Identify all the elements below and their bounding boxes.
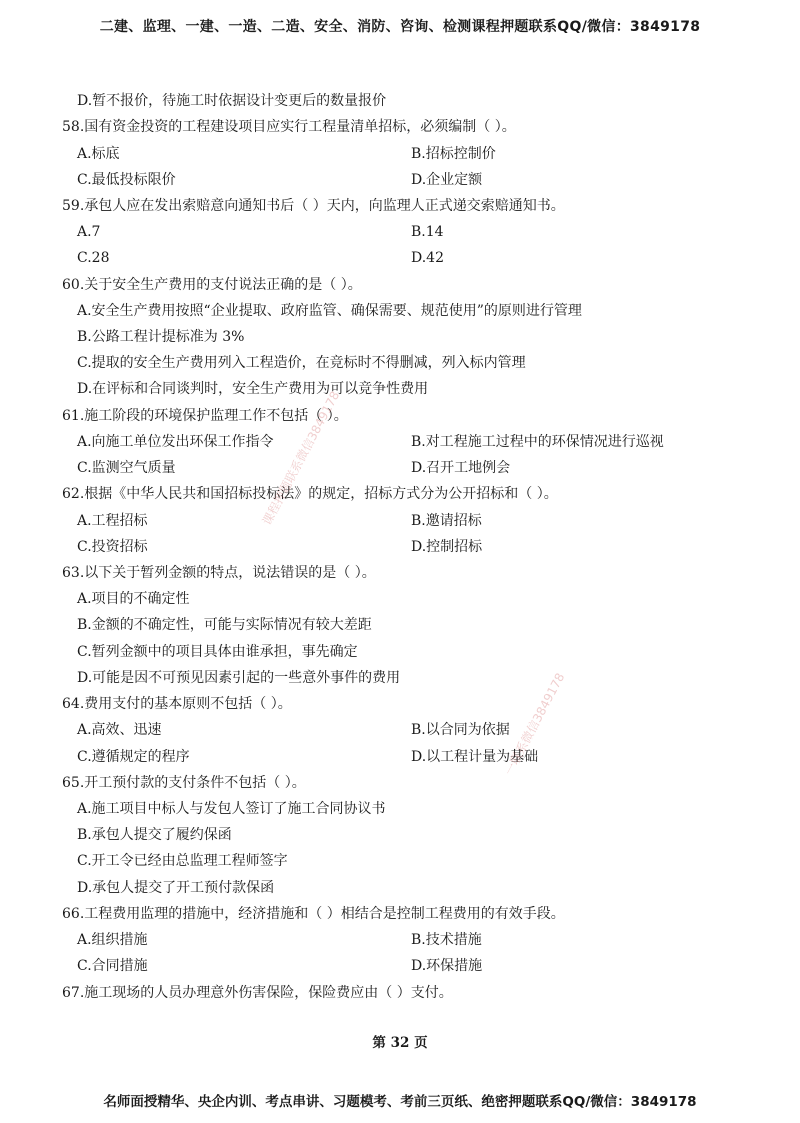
option-row [77, 669, 400, 687]
option-c: C.暂列金额中的项目具体由谁承担，事先确定 [77, 644, 358, 660]
option-d: D.环保措施 [411, 958, 483, 974]
option-row [77, 459, 176, 477]
option-row [77, 380, 428, 398]
question-text: 62.根据《中华人民共和国招标投标法》的规定，招标方式分为公开招标和（ ）。 [62, 486, 558, 502]
question-text: 58.国有资金投资的工程建设项目应实行工程量清单招标，必须编制（ ）。 [62, 119, 516, 135]
option-row [411, 512, 482, 530]
option-row [77, 223, 100, 241]
option-row [411, 957, 482, 975]
option-row [411, 931, 482, 949]
option-c: C.提取的安全生产费用列入工程造价，在竞标时不得删减，列入标内管理 [77, 355, 526, 371]
option-c: C.开工令已经由总监理工程师签字 [77, 853, 288, 869]
question-text: 60.关于安全生产费用的支付说法正确的是（ ）。 [62, 277, 362, 293]
option-c: C.合同措施 [77, 958, 148, 974]
option-c: C.遵循规定的程序 [77, 749, 190, 765]
question-67 [62, 984, 453, 1002]
option-row [411, 433, 664, 451]
question-59 [62, 197, 565, 215]
option-row [77, 957, 148, 975]
option-row [77, 643, 358, 661]
question-65 [62, 774, 306, 792]
option-row [77, 852, 288, 870]
question-text: 65.开工预付款的支付条件不包括（ ）。 [62, 775, 306, 791]
option-a: A.组织措施 [77, 932, 148, 948]
option-a: A.向施工单位发出环保工作指令 [77, 434, 274, 450]
option-d: D.承包人提交了开工预付款保函 [77, 880, 275, 896]
option-a: A.安全生产费用按照“企业提取、政府监管、确保需要、规范使用”的原则进行管理 [77, 303, 582, 319]
option-b: B.技术措施 [411, 932, 482, 948]
option-row [77, 931, 148, 949]
option-row [77, 249, 109, 267]
question-text: 63.以下关于暂列金额的特点，说法错误的是（ ）。 [62, 565, 376, 581]
question-63 [62, 564, 376, 582]
option-row [77, 328, 244, 346]
option-row [77, 721, 162, 739]
option-row [77, 433, 274, 451]
watermark-text: 课程押题联系微信3849178 [259, 388, 343, 528]
page-header: 二建、监理、一建、一造、二造、安全、消防、咨询、检测课程押题联系QQ/微信：3849178 [99, 19, 701, 35]
option-b: B.招标控制价 [411, 146, 496, 162]
option-a: A.项目的不确定性 [77, 591, 190, 607]
option-a: A.标底 [77, 146, 120, 162]
question-text: 67.施工现场的人员办理意外伤害保险，保险费应由（ ）支付。 [62, 985, 453, 1001]
option-row [77, 512, 148, 530]
question-60 [62, 276, 362, 294]
option-row [77, 800, 386, 818]
option-row [411, 459, 510, 477]
option-a: A.施工项目中标人与发包人签订了施工合同协议书 [77, 801, 386, 817]
option-row [411, 145, 496, 163]
option-a: A.7 [77, 224, 101, 240]
option-row [77, 145, 120, 163]
option-row [411, 171, 482, 189]
option-row [77, 171, 176, 189]
option-row [77, 879, 274, 897]
question-text: 59.承包人应在发出索赔意向通知书后（ ）天内，向监理人正式递交索赔通知书。 [62, 198, 565, 214]
line-text: D.暂不报价，待施工时依据设计变更后的数量报价 [77, 93, 387, 109]
option-row [77, 616, 372, 634]
option-b: B.以合同为依据 [411, 722, 510, 738]
option-d: D.42 [411, 250, 444, 266]
option-b: B.邀请招标 [411, 513, 482, 529]
page-number: 第 32 页 [372, 1035, 428, 1051]
option-row [411, 538, 482, 556]
option-b: B.对工程施工过程中的环保情况进行巡视 [411, 434, 664, 450]
page-footer: 名师面授精华、央企内训、考点串讲、习题模考、考前三页纸、绝密押题联系QQ/微信：3849178 [103, 1094, 697, 1110]
option-b: B.公路工程计提标准为 3% [77, 329, 245, 345]
option-a: A.工程招标 [77, 513, 148, 529]
question-text: 64.费用支付的基本原则不包括（ ）。 [62, 696, 292, 712]
question-66 [62, 905, 565, 923]
option-row [411, 721, 510, 739]
question-61 [62, 407, 348, 425]
option-row [77, 826, 232, 844]
question-64 [62, 695, 292, 713]
option-c: C.最低投标限价 [77, 172, 176, 188]
question-text: 66.工程费用监理的措施中，经济措施和（ ）相结合是控制工程费用的有效手段。 [62, 906, 565, 922]
option-d: D.企业定额 [411, 172, 483, 188]
option-b: B.金额的不确定性，可能与实际情况有较大差距 [77, 617, 372, 633]
option-row [411, 249, 444, 267]
row-0 [77, 92, 386, 110]
watermark-text: 一联系微信3849178 [501, 670, 568, 778]
option-row [77, 748, 190, 766]
option-c: C.投资招标 [77, 539, 148, 555]
option-c: C.监测空气质量 [77, 460, 176, 476]
option-d: D.以工程计量为基础 [411, 749, 539, 765]
option-b: B.14 [411, 224, 444, 240]
question-text: 61.施工阶段的环境保护监理工作不包括（ ）。 [62, 408, 348, 424]
option-d: D.可能是因不可预见因素引起的一些意外事件的费用 [77, 670, 401, 686]
option-row [411, 223, 444, 241]
option-row [77, 590, 190, 608]
question-58 [62, 118, 516, 136]
option-d: D.在评标和合同谈判时，安全生产费用为可以竞争性费用 [77, 381, 429, 397]
option-d: D.控制招标 [411, 539, 483, 555]
option-b: B.承包人提交了履约保函 [77, 827, 232, 843]
option-row [77, 302, 582, 320]
option-row [77, 354, 526, 372]
option-d: D.召开工地例会 [411, 460, 511, 476]
option-a: A.高效、迅速 [77, 722, 162, 738]
question-62 [62, 485, 558, 503]
option-row [77, 538, 148, 556]
option-c: C.28 [77, 250, 110, 266]
